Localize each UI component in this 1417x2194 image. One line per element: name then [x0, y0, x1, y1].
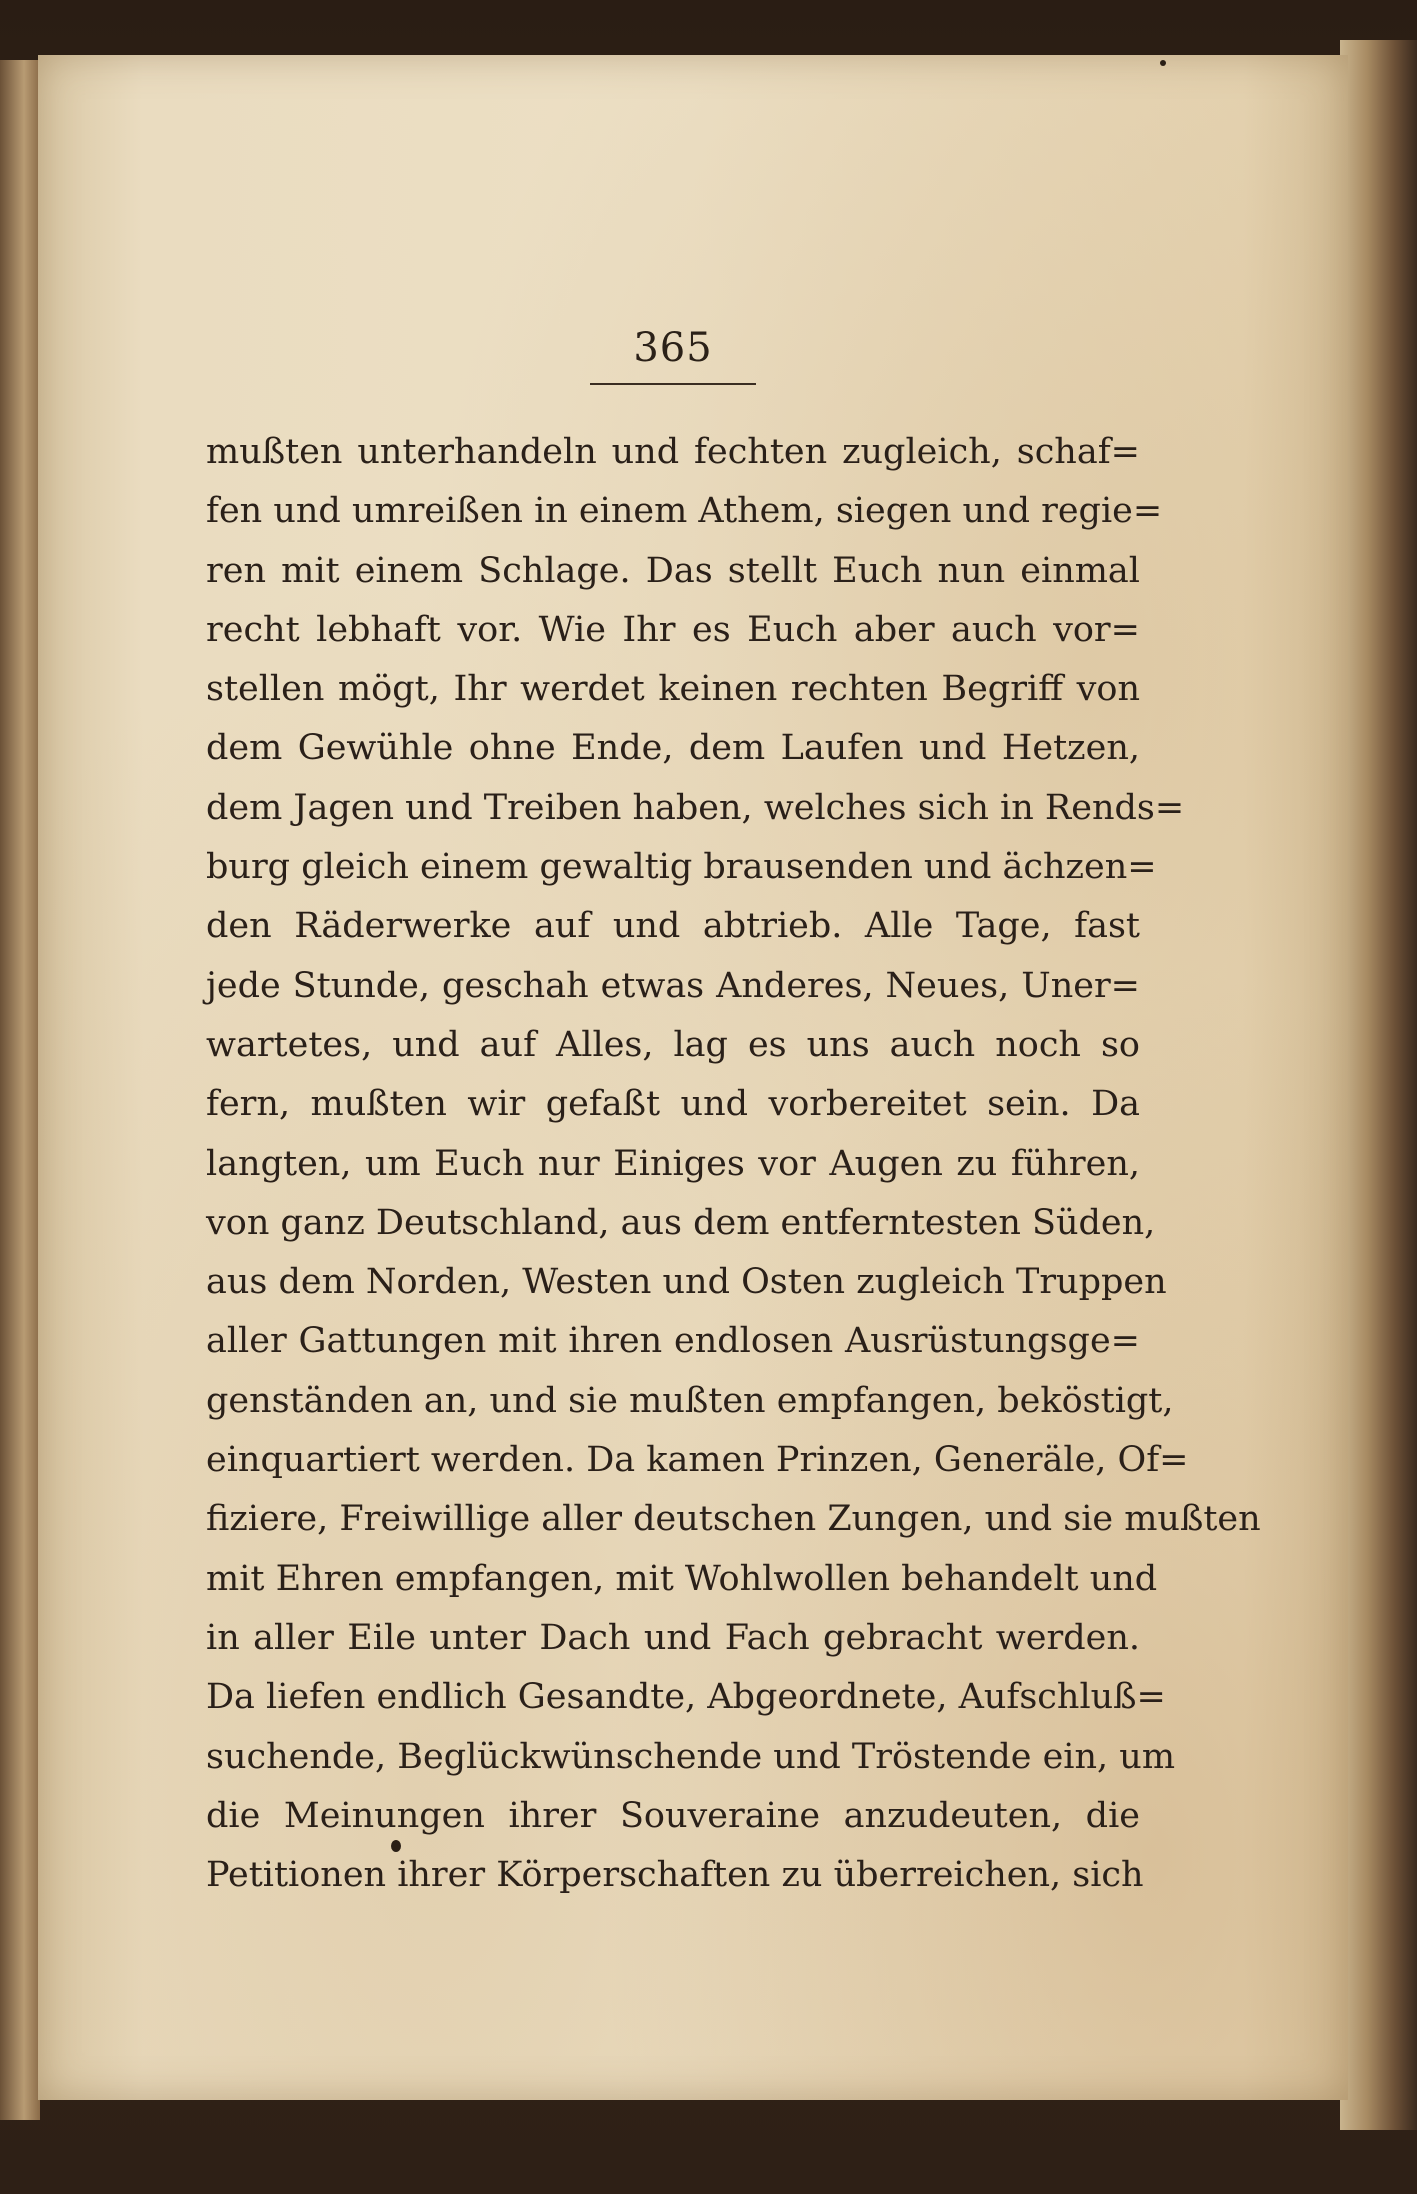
body-text [206, 423, 1261, 1905]
text-line: stellen mögt, Ihr werdet keinen rechten Begriff von [206, 669, 1140, 710]
text-line: mußten unterhandeln und fechten zugleich, schaf= [206, 432, 1140, 472]
text-line: aus dem Norden, Westen und Osten zugleich Truppen [206, 1262, 1167, 1303]
text-line: von ganz Deutschland, aus dem entferntesten Süden, [206, 1202, 1156, 1243]
text-line: ren mit einem Schlage. Das stellt Euch nun einmal [206, 550, 1140, 591]
text-line: wartetes, und auf Alles, lag es uns auch noch so [206, 1024, 1140, 1065]
text-line: die Meinungen ihrer Souveraine anzudeuten, die [206, 1795, 1140, 1836]
text-line: mit Ehren empfangen, mit Wohlwollen behandelt und [206, 1558, 1158, 1599]
text-line: Petitionen ihrer Körperschaften zu überreichen, sich [206, 1855, 1144, 1896]
text-line: suchende, Beglückwünschende und Tröstende ein, um [206, 1736, 1176, 1777]
text-line: fern, mußten wir gefaßt und vorbereitet sein. Da [206, 1084, 1140, 1125]
text-line: den Räderwerke auf und abtrieb. Alle Tage, fast [206, 906, 1140, 947]
text-line: genständen an, und sie mußten empfangen, beköstigt, [206, 1380, 1174, 1421]
text-line: jede Stunde, geschah etwas Anderes, Neues, Uner= [206, 965, 1140, 1006]
text-line: fen und umreißen in einem Athem, siegen und regie= [206, 491, 1163, 532]
text-line: fiziere, Freiwillige aller deutschen Zungen, und sie mußten [206, 1499, 1261, 1540]
text-line: langten, um Euch nur Einiges vor Augen zu führen, [206, 1143, 1140, 1184]
ink-spot [391, 1840, 401, 1852]
book-page [38, 55, 1348, 2100]
text-line: Da liefen endlich Gesandte, Abgeordnete, Aufschluß= [206, 1677, 1166, 1718]
text-line: in aller Eile unter Dach und Fach gebracht werden. [206, 1617, 1140, 1658]
text-line: dem Jagen und Treiben haben, welches sich in Rends= [206, 787, 1185, 828]
ink-spot [1160, 60, 1166, 66]
text-line: aller Gattungen mit ihren endlosen Ausrüstungsge= [206, 1321, 1140, 1362]
text-line: burg gleich einem gewaltig brausenden und ächzen= [206, 847, 1157, 888]
text-line: dem Gewühle ohne Ende, dem Laufen und Hetzen, [206, 728, 1140, 769]
page-number: 365 [633, 325, 713, 371]
facing-page-edge [0, 60, 40, 2120]
header-rule [590, 383, 756, 385]
text-line: einquartiert werden. Da kamen Prinzen, Generäle, Of= [206, 1440, 1189, 1481]
text-line: recht lebhaft vor. Wie Ihr es Euch aber auch vor= [206, 609, 1140, 650]
page-fore-edge [1340, 40, 1417, 2130]
